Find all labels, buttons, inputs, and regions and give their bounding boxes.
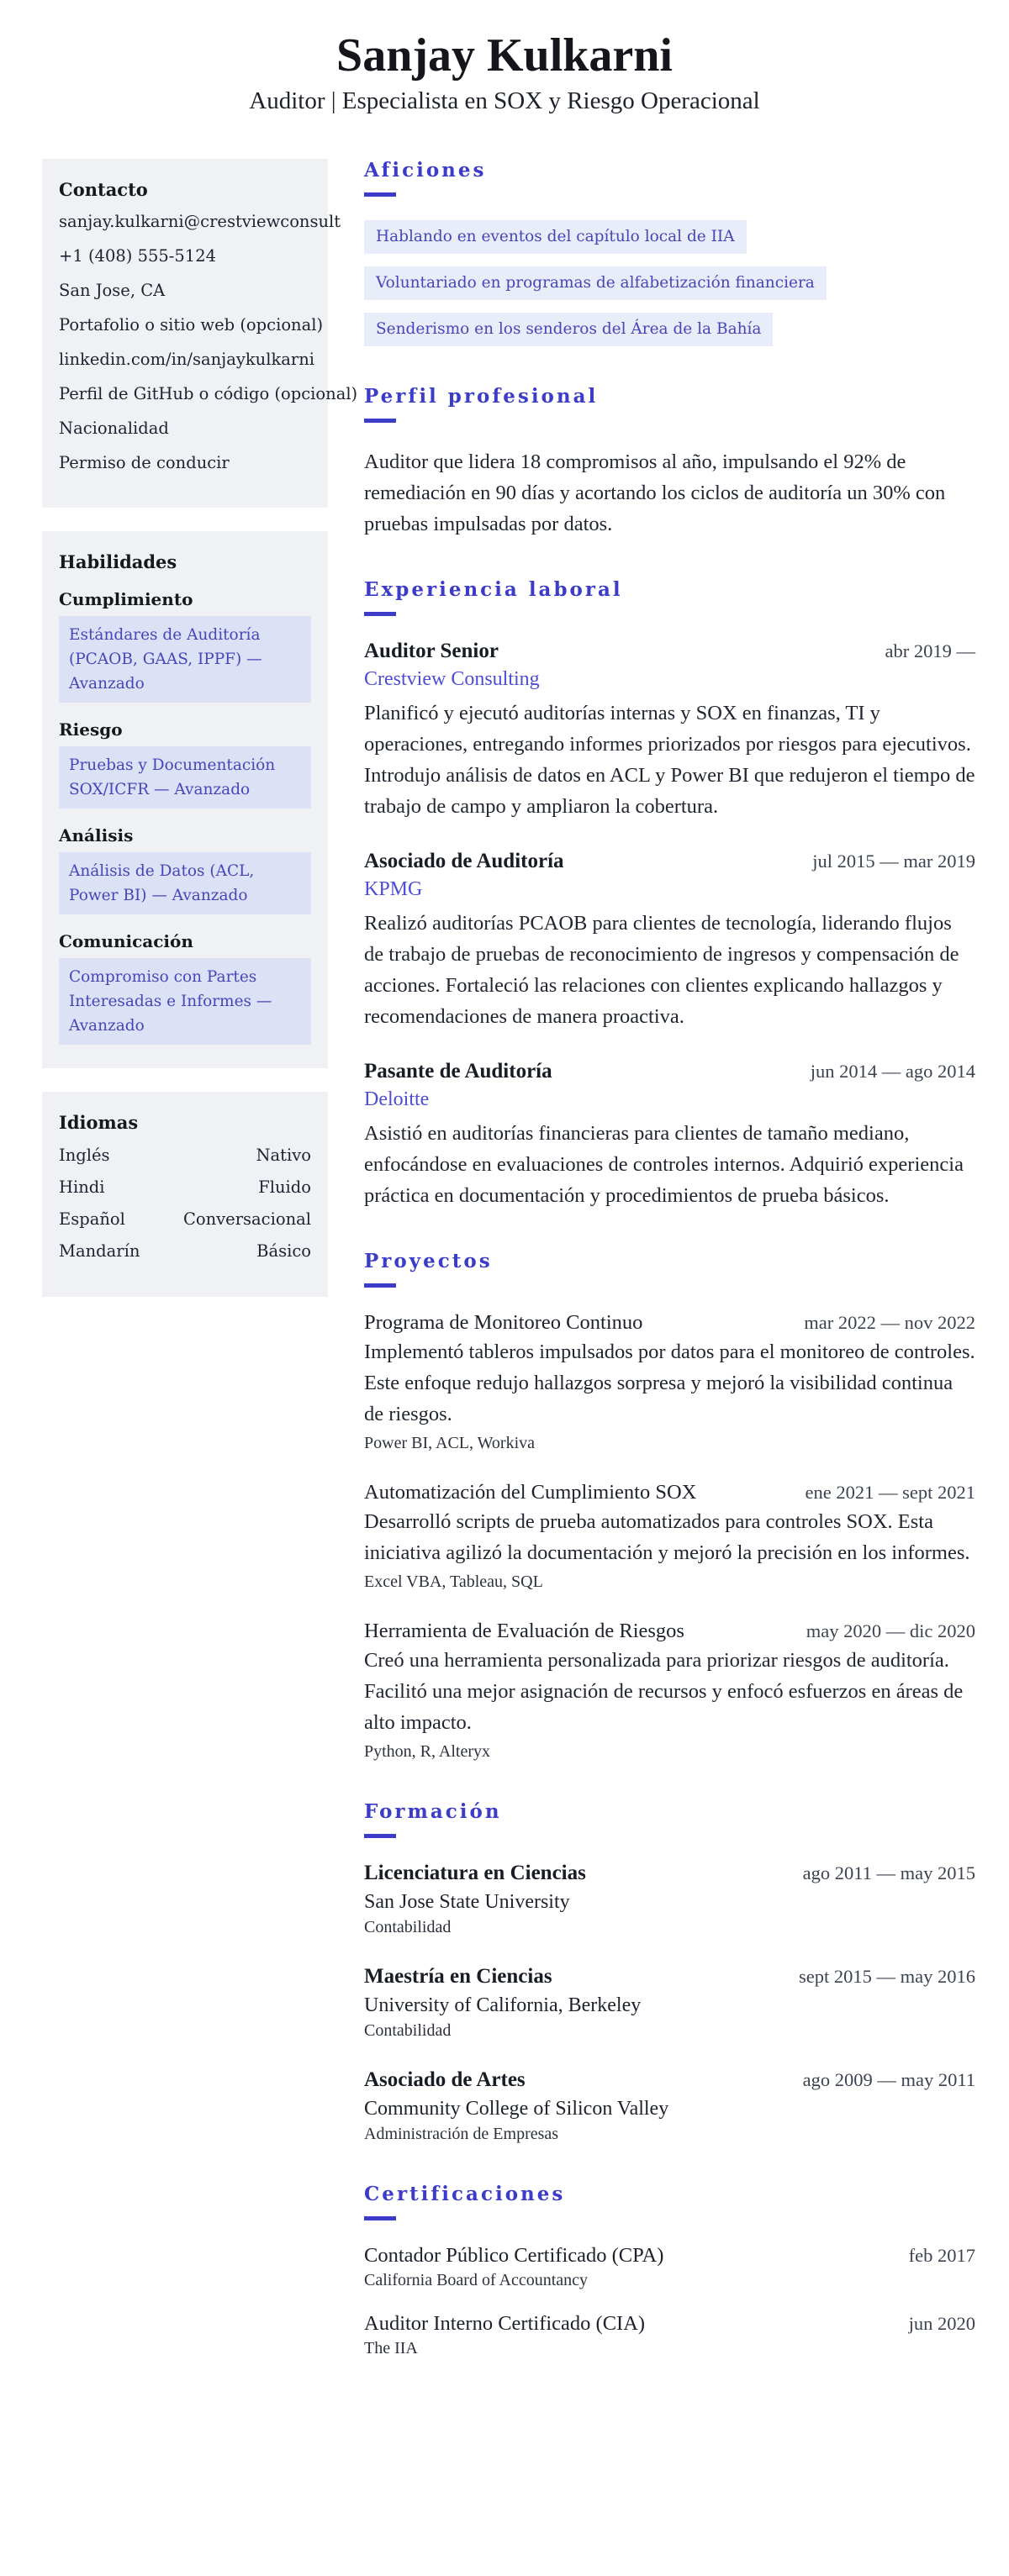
skill-group: [59, 589, 311, 703]
skills-list: [59, 589, 311, 1045]
skill-category: Cumplimiento: [59, 588, 193, 609]
language-name: Hindi: [59, 1177, 105, 1197]
school-name: Community College of Silicon Valley: [364, 2097, 669, 2120]
project-entry: [364, 1311, 975, 1453]
field-of-study: Contabilidad: [364, 1917, 452, 1936]
project-name: Automatización del Cumplimiento SOX: [364, 1480, 697, 1504]
contact-item: San Jose, CA: [59, 280, 166, 300]
profile-text: Auditor que lidera 18 compromisos al año, impulsando el 92% de remediación en 90 días y acortando los ciclos de auditoría un 30% con pruebas impulsadas por datos.: [364, 450, 946, 535]
section-education: [364, 1800, 975, 2144]
certification-date: feb 2017: [908, 2244, 975, 2266]
certification-issuer: California Board of Accountancy: [364, 2270, 589, 2289]
language-row: [59, 1177, 311, 1197]
section-profile: [364, 385, 975, 540]
languages-title: Idiomas: [59, 1111, 139, 1133]
profile-title: Perfil profesional: [364, 384, 599, 408]
language-name: Mandarín: [59, 1241, 140, 1261]
project-description: Desarrolló scripts de prueba automatizados para controles SOX. Esta iniciativa agilizó la documentación y mejoró la precisión en los informes.: [364, 1509, 970, 1564]
certification-issuer: The IIA: [364, 2338, 418, 2357]
company-link[interactable]: Crestview Consulting: [364, 667, 540, 690]
project-description: Implementó tableros impulsados por datos para el monitoreo de controles. Este enfoque redujo hallazgos sorpresa y mejoró la visibilidad continua de riesgos.: [364, 1340, 975, 1425]
hobby-chip: Senderismo en los senderos del Área de la Bahía: [364, 313, 773, 346]
certification-entry: [364, 2244, 975, 2290]
language-row: [59, 1241, 311, 1261]
project-entry-head: [364, 1311, 975, 1335]
education-dates: ago 2009 — may 2011: [802, 2068, 975, 2090]
skill-category: Riesgo: [59, 719, 123, 740]
hobbies-list: [364, 220, 975, 346]
company-link[interactable]: KPMG: [364, 877, 423, 900]
skill-chip: Estándares de Auditoría (PCAOB, GAAS, IPPF) — Avanzado: [59, 616, 311, 703]
languages-box: [42, 1092, 328, 1297]
project-entry: [364, 1481, 975, 1592]
project-name: Herramienta de Evaluación de Riesgos: [364, 1619, 684, 1642]
section-projects: [364, 1250, 975, 1762]
skill-group: [59, 719, 311, 809]
company-link[interactable]: Deloitte: [364, 1088, 430, 1110]
sidebar: [42, 159, 358, 1320]
language-name: Español: [59, 1209, 125, 1229]
section-underline: [364, 612, 396, 616]
skill-chip: Pruebas y Documentación SOX/ICFR — Avanzado: [59, 746, 311, 809]
job-role: Pasante de Auditoría: [364, 1059, 552, 1083]
education-entry: [364, 2068, 975, 2144]
language-level: Conversacional: [182, 1209, 311, 1229]
language-level: Básico: [256, 1241, 311, 1261]
job-description: Asistió en auditorías financieras para clientes de tamaño mediano, enfocándose en evaluaciones de controles internos. Adquirió experiencia práctica en documentación y procedimientos de prueba básicos.: [364, 1121, 964, 1207]
skill-group: [59, 931, 311, 1045]
experience-entry: [364, 1060, 975, 1211]
section-underline: [364, 419, 396, 423]
job-description: Realizó auditorías PCAOB para clientes de tecnología, liderando flujos de trabajo de pruebas de reconocimiento de ingresos y compensación de acciones. Fortaleció las relaciones con clientes explicando hallazgos y recomendaciones de manera proactiva.: [364, 911, 959, 1028]
section-underline: [364, 1283, 396, 1288]
section-underline: [364, 1834, 396, 1838]
certification-name: Contador Público Certificado (CPA): [364, 2243, 664, 2267]
section-hobbies: [364, 159, 975, 346]
job-role: Asociado de Auditoría: [364, 849, 564, 872]
field-of-study: Contabilidad: [364, 2020, 452, 2040]
certification-entry-head: [364, 2244, 975, 2268]
education-entry-head: [364, 1965, 975, 1989]
project-dates: ene 2021 — sept 2021: [805, 1481, 975, 1503]
section-underline: [364, 192, 396, 197]
certification-entry: [364, 2312, 975, 2358]
resume-header: [0, 0, 1009, 115]
education-list: [364, 1862, 975, 2144]
candidate-tagline: Auditor | Especialista en SOX y Riesgo Operacional: [249, 87, 760, 114]
project-entry-head: [364, 1481, 975, 1504]
hobbies-title: Aficiones: [364, 158, 487, 182]
skills-box: [42, 531, 328, 1068]
skills-title: Habilidades: [59, 550, 177, 572]
projects-list: [364, 1311, 975, 1762]
skill-category: Análisis: [59, 824, 134, 845]
projects-title: Proyectos: [364, 1249, 493, 1272]
education-dates: sept 2015 — may 2016: [799, 1965, 975, 1987]
skill-group: [59, 825, 311, 914]
contact-item: Nacionalidad: [59, 418, 169, 438]
contact-title: Contacto: [59, 178, 148, 200]
education-dates: ago 2011 — may 2015: [802, 1862, 975, 1883]
degree-name: Maestría en Ciencias: [364, 1964, 552, 1988]
project-stack: Excel VBA, Tableau, SQL: [364, 1572, 543, 1591]
skill-chip: Análisis de Datos (ACL, Power BI) — Avanzado: [59, 852, 311, 914]
hobby-chip: Hablando en eventos del capítulo local de IIA: [364, 220, 747, 254]
language-row: [59, 1146, 311, 1165]
contact-item: +1 (408) 555-5124: [59, 245, 217, 266]
contact-item: Perfil de GitHub o código (opcional): [59, 383, 358, 403]
certifications-title: Certificaciones: [364, 2182, 566, 2205]
project-stack: Power BI, ACL, Workiva: [364, 1433, 536, 1452]
contact-item: linkedin.com/in/sanjaykulkarni: [59, 349, 315, 369]
education-entry: [364, 1862, 975, 1937]
job-description: Planificó y ejecutó auditorías internas y SOX en finanzas, TI y operaciones, entregando informes priorizados por riesgos para ejecutivos. Introdujo análisis de datos en ACL y Power BI que redujeron el tiempo de trabajo de campo y ampliaron la cobertura.: [364, 701, 975, 818]
contact-list: [59, 208, 358, 476]
certification-date: jun 2020: [908, 2312, 975, 2334]
experience-title: Experiencia laboral: [364, 577, 623, 601]
language-row: [59, 1209, 311, 1229]
school-name: University of California, Berkeley: [364, 1994, 642, 2016]
job-dates: jul 2015 — mar 2019: [812, 850, 975, 872]
experience-entry: [364, 850, 975, 1032]
project-entry-head: [364, 1620, 975, 1643]
school-name: San Jose State University: [364, 1890, 570, 1913]
education-entry-head: [364, 1862, 975, 1885]
contact-item: Permiso de conducir: [59, 452, 230, 472]
project-entry: [364, 1620, 975, 1762]
section-experience: [364, 578, 975, 1211]
experience-entry-head: [364, 1060, 975, 1083]
language-level: Nativo: [256, 1145, 311, 1165]
project-stack: Python, R, Alteryx: [364, 1741, 491, 1761]
certification-entry-head: [364, 2312, 975, 2336]
job-role: Auditor Senior: [364, 639, 499, 662]
languages-list: [59, 1146, 311, 1261]
job-dates: abr 2019 —: [885, 640, 975, 661]
contact-item: Portafolio o sitio web (opcional): [59, 314, 324, 335]
degree-name: Asociado de Artes: [364, 2068, 526, 2091]
language-name: Inglés: [59, 1145, 110, 1165]
project-dates: mar 2022 — nov 2022: [804, 1311, 975, 1333]
resume-body: [0, 159, 1009, 2405]
education-title: Formación: [364, 1799, 502, 1823]
education-entry-head: [364, 2068, 975, 2092]
skill-category: Comunicación: [59, 930, 193, 951]
field-of-study: Administración de Empresas: [364, 2124, 559, 2143]
project-dates: may 2020 — dic 2020: [806, 1620, 975, 1641]
main-column: [364, 159, 975, 2380]
contact-box: [42, 159, 358, 508]
contact-item: sanjay.kulkarni@crestviewconsult: [59, 211, 341, 231]
section-certifications: [364, 2183, 975, 2358]
degree-name: Licenciatura en Ciencias: [364, 1861, 586, 1884]
experience-list: [364, 640, 975, 1211]
education-entry: [364, 1965, 975, 2041]
hobby-chip: Voluntariado en programas de alfabetización financiera: [364, 266, 827, 300]
experience-entry-head: [364, 640, 975, 663]
experience-entry-head: [364, 850, 975, 873]
certifications-list: [364, 2244, 975, 2358]
section-underline: [364, 2216, 396, 2220]
skill-chip: Compromiso con Partes Interesadas e Informes — Avanzado: [59, 958, 311, 1045]
project-description: Creó una herramienta personalizada para priorizar riesgos de auditoría. Facilitó una mejor asignación de recursos y enfocó esfuerzos en áreas de alto impacto.: [364, 1648, 964, 1734]
job-dates: jun 2014 — ago 2014: [810, 1060, 975, 1082]
language-level: Fluido: [258, 1177, 311, 1197]
experience-entry: [364, 640, 975, 822]
candidate-name: Sanjay Kulkarni: [336, 29, 673, 82]
certification-name: Auditor Interno Certificado (CIA): [364, 2311, 646, 2335]
project-name: Programa de Monitoreo Continuo: [364, 1310, 643, 1334]
